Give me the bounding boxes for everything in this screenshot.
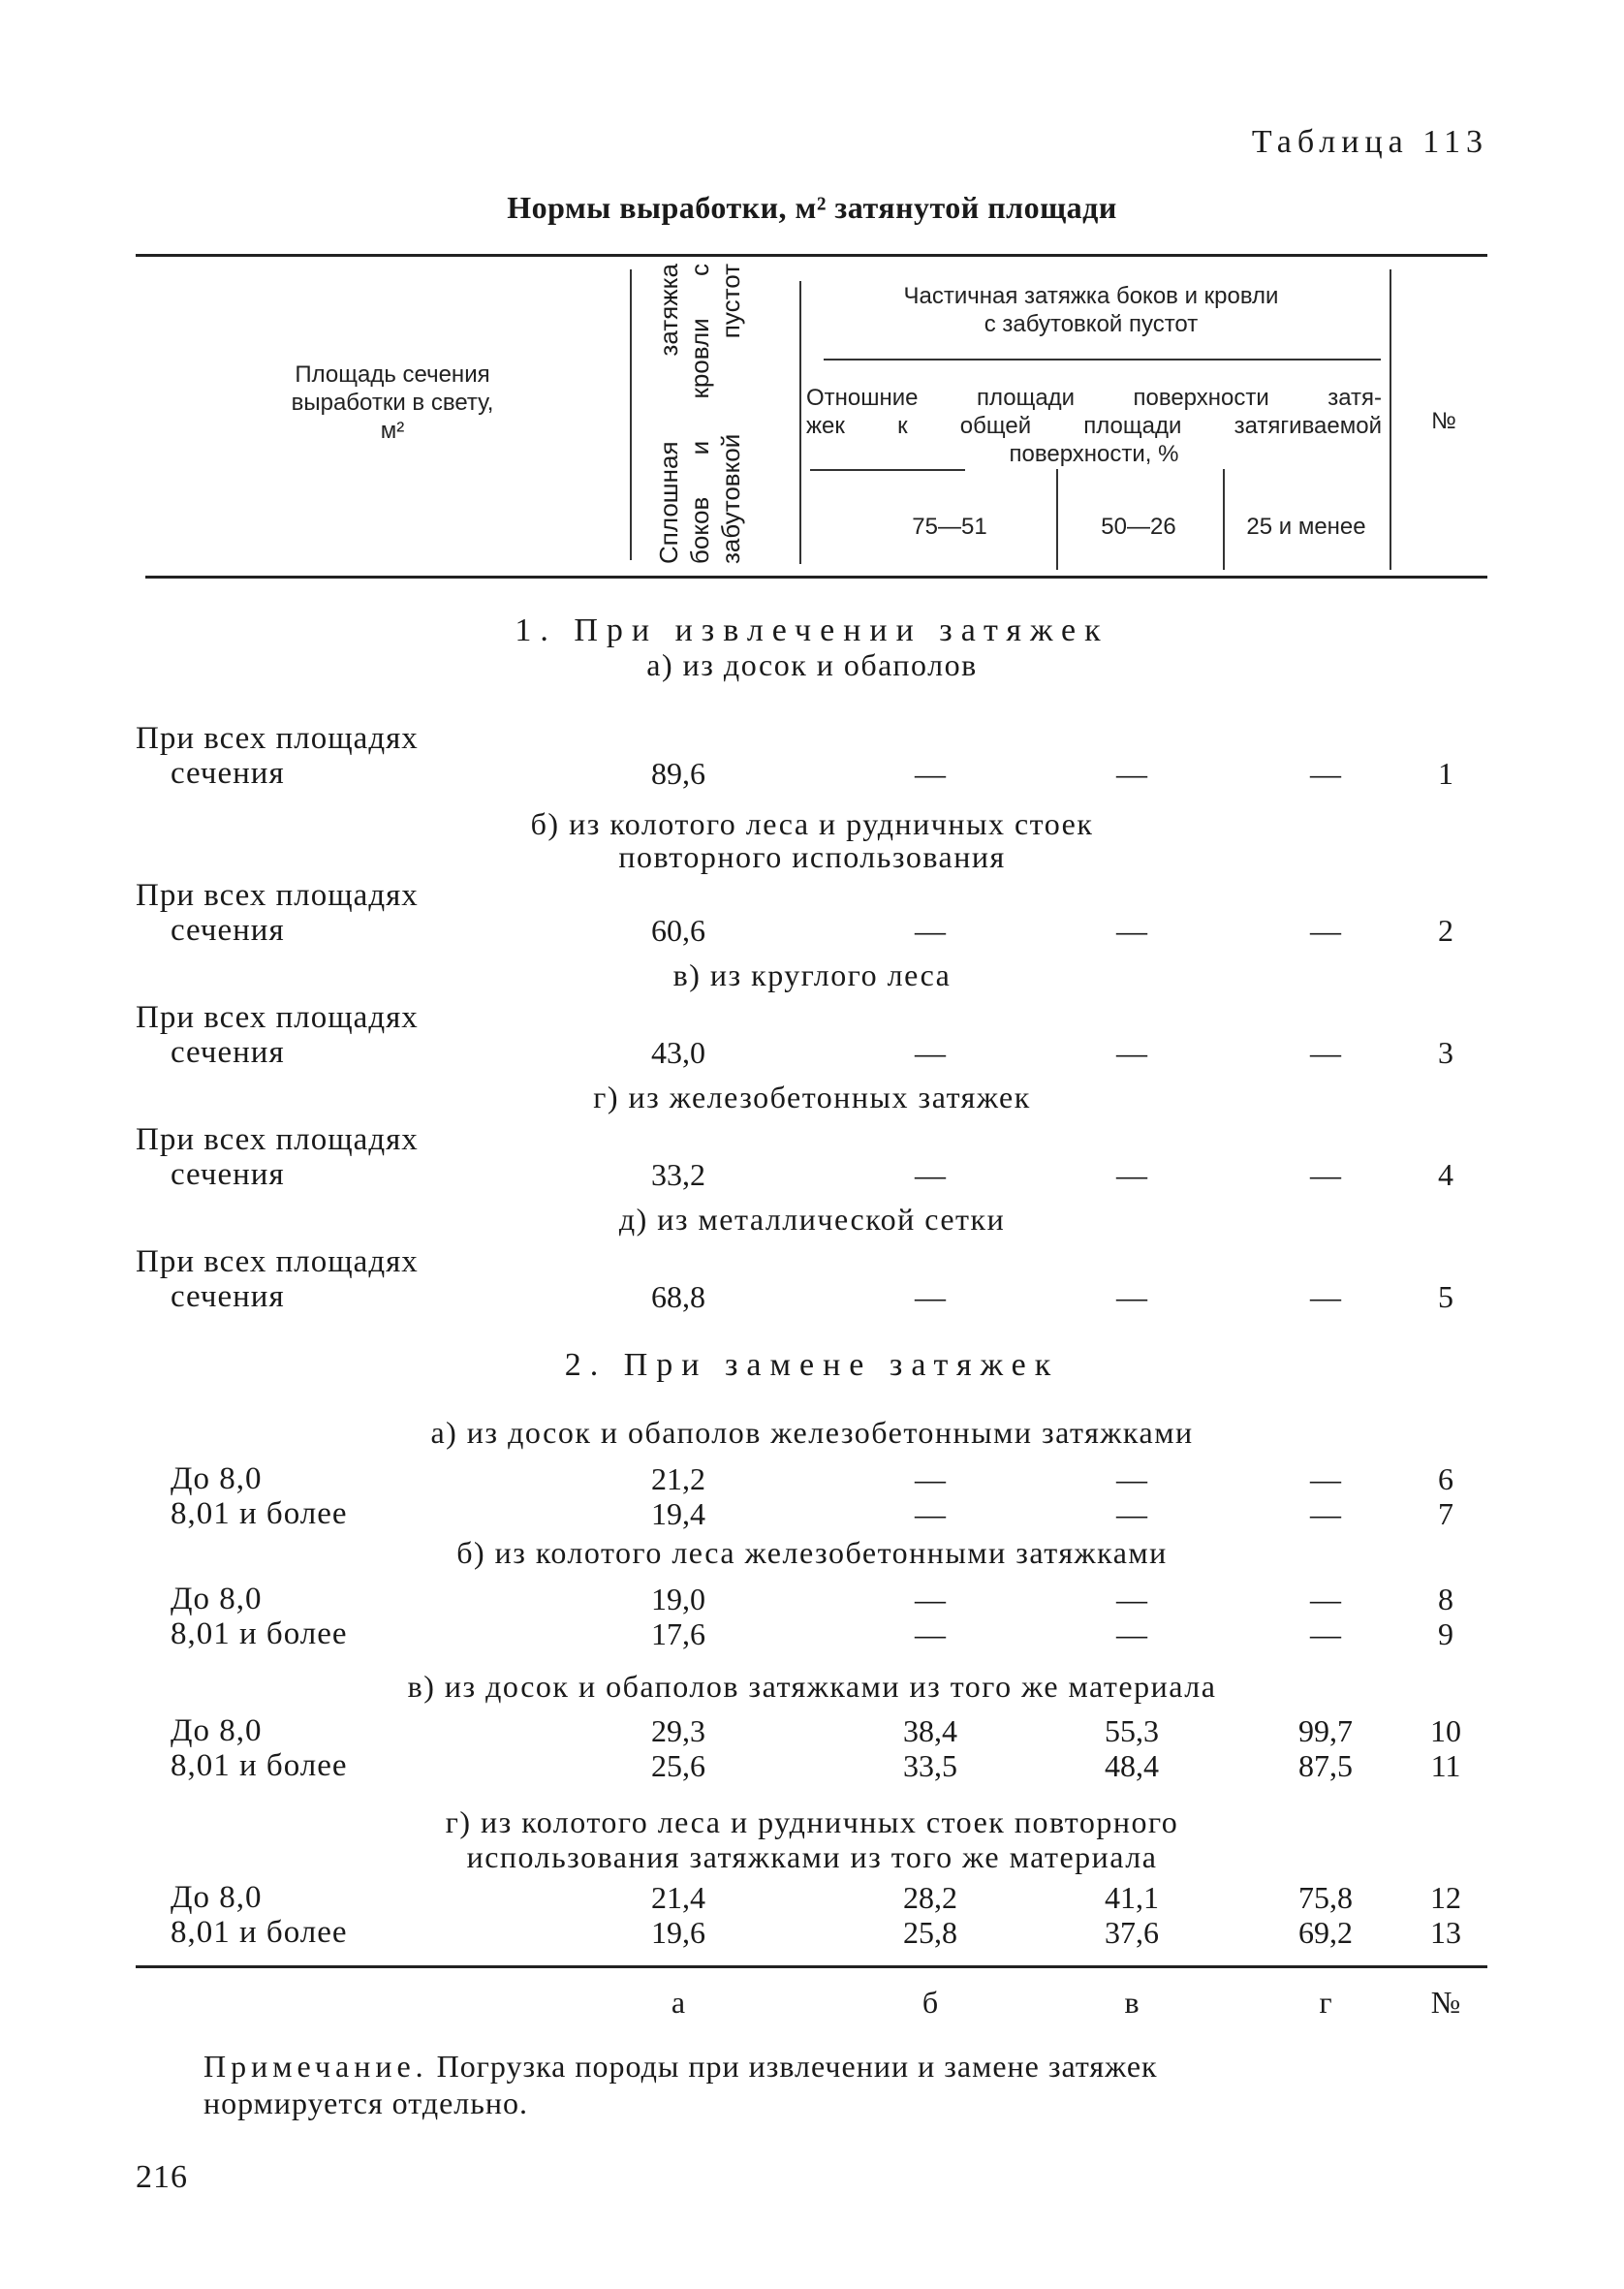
row-num: 8: [1438, 1582, 1453, 1616]
row-num: 5: [1438, 1279, 1453, 1314]
row-label-cont: сечения: [171, 1035, 285, 1070]
row-label: 8,01 и более: [171, 1496, 348, 1531]
row-value-1: 33,2: [651, 1157, 705, 1192]
row-value-4: —: [1310, 756, 1341, 791]
note-line-2: нормируется отдельно.: [203, 2085, 528, 2120]
header-subcol-3: 25 и менее: [1246, 514, 1366, 540]
row-num: 4: [1438, 1157, 1453, 1192]
row-value-2: 28,2: [903, 1880, 957, 1915]
row-value-1: 29,3: [651, 1713, 705, 1748]
row-value-3: —: [1116, 756, 1147, 791]
row-num: 2: [1438, 913, 1453, 948]
row-value-3: —: [1116, 1461, 1147, 1496]
row-num: 11: [1430, 1748, 1461, 1783]
row-value-1: 17,6: [651, 1616, 705, 1651]
footer-col-b: б: [921, 1985, 939, 2020]
row-value-1: 25,6: [651, 1748, 705, 1783]
row-value-4: —: [1310, 1279, 1341, 1314]
header-divider-3: [1056, 469, 1058, 570]
row-num: 6: [1438, 1461, 1453, 1496]
header-divider-4: [1223, 469, 1225, 570]
section-2-title: 2. При замене затяжек: [564, 1347, 1060, 1383]
header-partial-rule: [824, 359, 1381, 361]
header-divider-1: [630, 269, 632, 560]
row-value-2: —: [915, 1279, 946, 1314]
row-label: До 8,0: [171, 1713, 263, 1748]
row-value-3: —: [1116, 1035, 1147, 1070]
row-value-3: 41,1: [1105, 1880, 1159, 1915]
table-label: Таблица 113: [1251, 124, 1488, 160]
row-label: При всех площадях: [136, 1244, 419, 1279]
row-label-cont: сечения: [171, 913, 285, 948]
header-divider-5: [1390, 269, 1391, 570]
row-value-2: —: [915, 1157, 946, 1192]
section-1-sub-5: д) из металлической сетки: [618, 1202, 1006, 1237]
row-num: 7: [1438, 1496, 1453, 1531]
row-value-1: 89,6: [651, 756, 705, 791]
row-value-3: 37,6: [1105, 1915, 1159, 1950]
header-ratio-rule: [810, 469, 965, 471]
row-label: 8,01 и более: [171, 1748, 348, 1783]
row-value-4: 99,7: [1298, 1713, 1353, 1748]
row-value-4: 75,8: [1298, 1880, 1353, 1915]
row-value-1: 21,2: [651, 1461, 705, 1496]
row-value-2: —: [915, 913, 946, 948]
row-value-4: —: [1310, 1461, 1341, 1496]
row-value-3: —: [1116, 1496, 1147, 1531]
row-label: До 8,0: [171, 1880, 263, 1915]
row-value-3: —: [1116, 1157, 1147, 1192]
header-subcol-2: 50—26: [1101, 514, 1176, 540]
row-label-cont: сечения: [171, 1157, 285, 1192]
header-ratio: Отношние площади поверхности затя- жек к общей площади затягиваемой поверхности, %: [806, 385, 1382, 467]
section-1-sub-3: в) из круглого леса: [672, 957, 952, 992]
row-label: До 8,0: [171, 1461, 263, 1496]
section-2-sub-3: в) из досок и обаполов затяжками из того же материала: [407, 1669, 1217, 1704]
row-value-1: 19,6: [651, 1915, 705, 1950]
row-value-4: 69,2: [1298, 1915, 1353, 1950]
row-value-4: —: [1310, 1496, 1341, 1531]
row-value-4: —: [1310, 913, 1341, 948]
header-subcol-1: 75—51: [912, 514, 987, 540]
footer-col-g: г: [1319, 1985, 1332, 2020]
note-text-1: Погрузка породы при извлечении и замене затяжек: [427, 2049, 1158, 2084]
row-num: 10: [1430, 1713, 1461, 1748]
row-num: 13: [1430, 1915, 1461, 1950]
top-rule: [136, 254, 1487, 257]
row-value-2: 25,8: [903, 1915, 957, 1950]
section-1-sub-4: г) из железобетонных затяжек: [593, 1080, 1031, 1114]
row-value-2: 33,5: [903, 1748, 957, 1783]
section-1-sub-2: б) из колотого леса и рудничных стоек: [530, 806, 1094, 841]
page-number: 216: [136, 2159, 188, 2195]
row-value-1: 68,8: [651, 1279, 705, 1314]
row-value-2: —: [915, 1582, 946, 1616]
row-value-4: 87,5: [1298, 1748, 1353, 1783]
header-solid: Сплошная затяжка боков и кровли с забутовкой пустот: [654, 264, 745, 564]
row-value-1: 19,4: [651, 1496, 705, 1531]
row-value-4: —: [1310, 1616, 1341, 1651]
note-line-1: [203, 2049, 1158, 2085]
section-1-title: 1. При извлечении затяжек: [515, 612, 1109, 648]
row-value-4: —: [1310, 1035, 1341, 1070]
row-value-4: —: [1310, 1582, 1341, 1616]
header-num: №: [1431, 408, 1456, 434]
header-partial: Частичная затяжка боков и кровли с забутовкой пустот: [903, 283, 1279, 337]
row-value-1: 21,4: [651, 1880, 705, 1915]
footer-col-num: №: [1430, 1985, 1461, 2020]
header-divider-2: [799, 281, 801, 564]
row-value-3: —: [1116, 1279, 1147, 1314]
row-value-3: 48,4: [1105, 1748, 1159, 1783]
row-label: До 8,0: [171, 1582, 263, 1616]
row-value-3: —: [1116, 1616, 1147, 1651]
section-1-sub-2: повторного использования: [618, 839, 1006, 874]
row-value-3: 55,3: [1105, 1713, 1159, 1748]
section-2-sub-2: б) из колотого леса железобетонными затяжками: [456, 1535, 1168, 1570]
bottom-rule: [136, 1965, 1487, 1968]
section-2-sub-1: а) из досок и обаполов железобетонными затяжками: [430, 1415, 1194, 1450]
row-value-4: —: [1310, 1157, 1341, 1192]
row-num: 1: [1438, 756, 1453, 791]
row-label: При всех площадях: [136, 1122, 419, 1157]
row-label-cont: сечения: [171, 1279, 285, 1314]
section-1-sub-1: а) из досок и обаполов: [646, 647, 978, 682]
row-value-3: —: [1116, 913, 1147, 948]
row-value-3: —: [1116, 1582, 1147, 1616]
row-label: При всех площадях: [136, 1000, 419, 1035]
row-value-2: —: [915, 756, 946, 791]
row-label: 8,01 и более: [171, 1915, 348, 1950]
row-label: При всех площадях: [136, 721, 419, 756]
section-2-sub-4: г) из колотого леса и рудничных стоек повторного: [445, 1804, 1179, 1839]
row-label-cont: сечения: [171, 756, 285, 791]
row-num: 12: [1430, 1880, 1461, 1915]
row-value-1: 60,6: [651, 913, 705, 948]
row-num: 9: [1438, 1616, 1453, 1651]
row-value-2: —: [915, 1616, 946, 1651]
row-num: 3: [1438, 1035, 1453, 1070]
header-area: Площадь сечения выработки в свету, м²: [291, 361, 494, 444]
table-title: Нормы выработки, м² затянутой площади: [507, 190, 1117, 225]
section-2-sub-4: использования затяжками из того же материала: [466, 1839, 1158, 1874]
row-label: При всех площадях: [136, 878, 419, 913]
row-value-2: —: [915, 1461, 946, 1496]
row-value-2: —: [915, 1496, 946, 1531]
row-value-1: 19,0: [651, 1582, 705, 1616]
footer-col-v: в: [1124, 1985, 1140, 2020]
row-value-2: —: [915, 1035, 946, 1070]
row-value-2: 38,4: [903, 1713, 957, 1748]
row-value-1: 43,0: [651, 1035, 705, 1070]
footer-col-a: а: [671, 1985, 686, 2020]
header-bottom-rule: [145, 576, 1487, 579]
row-label: 8,01 и более: [171, 1616, 348, 1651]
note-prefix: Примечание.: [203, 2049, 428, 2084]
